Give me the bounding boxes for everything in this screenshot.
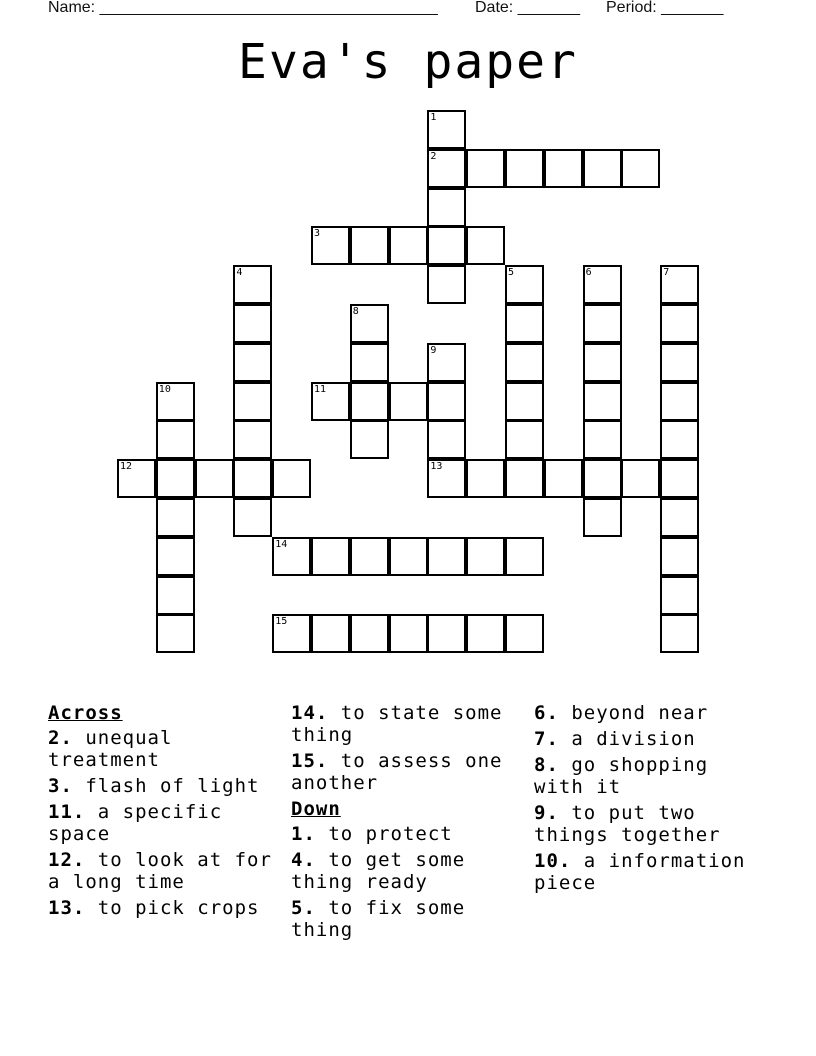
clue-number: 8. bbox=[534, 754, 559, 776]
clue-down-9 bbox=[534, 802, 770, 846]
crossword-cell[interactable] bbox=[583, 343, 622, 382]
name-field[interactable]: Name: ______________________________________ bbox=[48, 0, 438, 16]
cell-number: 12 bbox=[120, 461, 133, 473]
page-title: Eva's paper bbox=[238, 34, 578, 90]
clue-number: 12. bbox=[48, 849, 86, 871]
crossword-cell[interactable] bbox=[233, 498, 272, 537]
crossword-cell[interactable] bbox=[583, 498, 622, 537]
clue-text: to fix some thing bbox=[291, 897, 466, 941]
crossword-cell[interactable] bbox=[156, 420, 195, 459]
crossword-cell[interactable] bbox=[156, 498, 195, 537]
clue-text: unequal treatment bbox=[48, 727, 173, 771]
crossword-cell[interactable] bbox=[505, 149, 544, 188]
cell-number: 6 bbox=[585, 267, 592, 279]
crossword-cell[interactable] bbox=[505, 614, 544, 653]
crossword-cell[interactable] bbox=[660, 537, 699, 576]
crossword-cell[interactable] bbox=[660, 420, 699, 459]
cell-number: 4 bbox=[236, 267, 243, 279]
crossword-cell[interactable] bbox=[583, 382, 622, 421]
crossword-cell[interactable] bbox=[311, 614, 350, 653]
clue-number: 14. bbox=[291, 702, 329, 724]
crossword-cell[interactable] bbox=[350, 537, 389, 576]
student-info-header bbox=[48, 0, 816, 20]
clue-across-11 bbox=[48, 801, 284, 845]
clue-text: to assess one another bbox=[291, 750, 503, 794]
crossword-cell[interactable] bbox=[505, 459, 544, 498]
crossword-cell[interactable] bbox=[311, 382, 350, 421]
crossword-cell[interactable] bbox=[466, 614, 505, 653]
cell-number: 15 bbox=[275, 616, 288, 628]
crossword-cell[interactable] bbox=[233, 343, 272, 382]
clue-down-1 bbox=[291, 823, 527, 845]
clue-text: go shopping with it bbox=[534, 754, 709, 798]
crossword-cell[interactable] bbox=[156, 382, 195, 421]
clue-column-2 bbox=[291, 700, 527, 945]
crossword-cell[interactable] bbox=[660, 304, 699, 343]
crossword-cell[interactable] bbox=[583, 420, 622, 459]
crossword-cell[interactable] bbox=[660, 343, 699, 382]
clue-down-10 bbox=[534, 850, 770, 894]
clue-down-6 bbox=[534, 702, 770, 724]
clue-text: to get some thing ready bbox=[291, 849, 466, 893]
crossword-cell[interactable] bbox=[427, 110, 466, 149]
crossword-cell[interactable] bbox=[544, 459, 583, 498]
crossword-cell[interactable] bbox=[583, 149, 622, 188]
clue-column-3 bbox=[534, 700, 770, 898]
clue-across-15 bbox=[291, 750, 527, 794]
crossword-cell[interactable] bbox=[660, 459, 699, 498]
clue-text: flash of light bbox=[85, 775, 260, 797]
crossword-cell[interactable] bbox=[583, 265, 622, 304]
clue-number: 2. bbox=[48, 727, 73, 749]
crossword-cell[interactable] bbox=[660, 614, 699, 653]
crossword-cell[interactable] bbox=[311, 537, 350, 576]
cell-number: 14 bbox=[275, 538, 288, 550]
cell-number: 9 bbox=[430, 344, 437, 356]
crossword-cell[interactable] bbox=[505, 382, 544, 421]
clue-number: 4. bbox=[291, 849, 316, 871]
crossword-cell[interactable] bbox=[544, 149, 583, 188]
clue-number: 3. bbox=[48, 775, 73, 797]
clue-across-14 bbox=[291, 702, 527, 746]
crossword-cell[interactable] bbox=[660, 576, 699, 615]
cell-number: 5 bbox=[508, 267, 515, 279]
crossword-cell[interactable] bbox=[660, 382, 699, 421]
clue-number: 15. bbox=[291, 750, 329, 772]
crossword-cell[interactable] bbox=[233, 420, 272, 459]
crossword-cell[interactable] bbox=[466, 537, 505, 576]
crossword-cell[interactable] bbox=[156, 614, 195, 653]
clue-text: to pick crops bbox=[97, 897, 260, 919]
clue-number: 13. bbox=[48, 897, 86, 919]
clue-number: 6. bbox=[534, 702, 559, 724]
clue-text: to look at for a long time bbox=[48, 849, 272, 893]
crossword-cell[interactable] bbox=[583, 304, 622, 343]
crossword-cell[interactable] bbox=[466, 149, 505, 188]
crossword-cell[interactable] bbox=[389, 226, 428, 265]
crossword-cell[interactable] bbox=[156, 459, 195, 498]
clue-text: to state some thing bbox=[291, 702, 503, 746]
crossword-cell[interactable] bbox=[466, 226, 505, 265]
crossword-cell[interactable] bbox=[427, 459, 466, 498]
crossword-cell[interactable] bbox=[505, 343, 544, 382]
cell-number: 7 bbox=[663, 267, 670, 279]
cell-number: 10 bbox=[158, 383, 171, 395]
crossword-cell[interactable] bbox=[505, 304, 544, 343]
crossword-cell[interactable] bbox=[233, 304, 272, 343]
crossword-cell[interactable] bbox=[350, 614, 389, 653]
clue-text: a division bbox=[571, 728, 696, 750]
period-field[interactable]: Period: _______ bbox=[606, 0, 724, 16]
clue-down-8 bbox=[534, 754, 770, 798]
crossword-cell[interactable] bbox=[233, 265, 272, 304]
crossword-cell[interactable] bbox=[621, 459, 660, 498]
cell-number: 11 bbox=[314, 383, 327, 395]
crossword-cell[interactable] bbox=[272, 537, 311, 576]
clue-down-4 bbox=[291, 849, 527, 893]
crossword-cell[interactable] bbox=[505, 537, 544, 576]
crossword-cell[interactable] bbox=[350, 382, 389, 421]
crossword-cell[interactable] bbox=[427, 420, 466, 459]
crossword-cell[interactable] bbox=[621, 149, 660, 188]
clue-number: 7. bbox=[534, 728, 559, 750]
crossword-cell[interactable] bbox=[195, 459, 234, 498]
crossword-cell[interactable] bbox=[427, 188, 466, 227]
crossword-cell[interactable] bbox=[389, 382, 428, 421]
clue-down-7 bbox=[534, 728, 770, 750]
crossword-cell[interactable] bbox=[427, 265, 466, 304]
crossword-cell[interactable] bbox=[583, 459, 622, 498]
clue-across-2 bbox=[48, 727, 284, 771]
date-field[interactable]: Date: _______ bbox=[475, 0, 580, 16]
crossword-cell[interactable] bbox=[350, 226, 389, 265]
clue-across-3 bbox=[48, 775, 284, 797]
clue-column-1 bbox=[48, 700, 284, 923]
clue-across-12 bbox=[48, 849, 284, 893]
crossword-cell[interactable] bbox=[156, 537, 195, 576]
cell-number: 2 bbox=[430, 150, 437, 162]
clue-text: to put two things together bbox=[534, 802, 721, 846]
crossword-cell[interactable] bbox=[272, 614, 311, 653]
crossword-cell[interactable] bbox=[156, 576, 195, 615]
crossword-cell[interactable] bbox=[466, 459, 505, 498]
crossword-cell[interactable] bbox=[233, 459, 272, 498]
cell-number: 13 bbox=[430, 461, 443, 473]
crossword-cell[interactable] bbox=[427, 382, 466, 421]
clue-number: 5. bbox=[291, 897, 316, 919]
clue-text: beyond near bbox=[571, 702, 709, 724]
crossword-cell[interactable] bbox=[505, 420, 544, 459]
crossword-cell[interactable] bbox=[427, 614, 466, 653]
cell-number: 8 bbox=[352, 306, 359, 317]
clue-text: a information piece bbox=[534, 850, 746, 894]
across-heading: Across bbox=[48, 702, 123, 724]
crossword-cell[interactable] bbox=[427, 537, 466, 576]
crossword-cell[interactable] bbox=[233, 382, 272, 421]
clue-number: 1. bbox=[291, 823, 316, 845]
crossword-cell[interactable] bbox=[350, 343, 389, 382]
crossword-cell[interactable] bbox=[350, 304, 389, 343]
clue-across-13 bbox=[48, 897, 284, 919]
crossword-cell[interactable] bbox=[350, 420, 389, 459]
clue-text: to protect bbox=[328, 823, 453, 845]
crossword-cell[interactable] bbox=[505, 265, 544, 304]
clue-number: 9. bbox=[534, 802, 559, 824]
crossword-cell[interactable] bbox=[117, 459, 156, 498]
crossword-cell[interactable] bbox=[660, 265, 699, 304]
clue-text: a specific space bbox=[48, 801, 223, 845]
crossword-cell[interactable] bbox=[427, 343, 466, 382]
down-heading: Down bbox=[291, 798, 341, 820]
crossword-cell[interactable] bbox=[389, 537, 428, 576]
crossword-cell[interactable] bbox=[427, 226, 466, 265]
clue-down-5 bbox=[291, 897, 527, 941]
crossword-cell[interactable] bbox=[389, 614, 428, 653]
cell-number: 1 bbox=[430, 112, 437, 123]
crossword-cell[interactable] bbox=[660, 498, 699, 537]
clue-number: 11. bbox=[48, 801, 86, 823]
crossword-cell[interactable] bbox=[427, 149, 466, 188]
crossword-cell[interactable] bbox=[311, 226, 350, 265]
crossword-cell[interactable] bbox=[272, 459, 311, 498]
cell-number: 3 bbox=[314, 228, 321, 240]
clue-number: 10. bbox=[534, 850, 572, 872]
